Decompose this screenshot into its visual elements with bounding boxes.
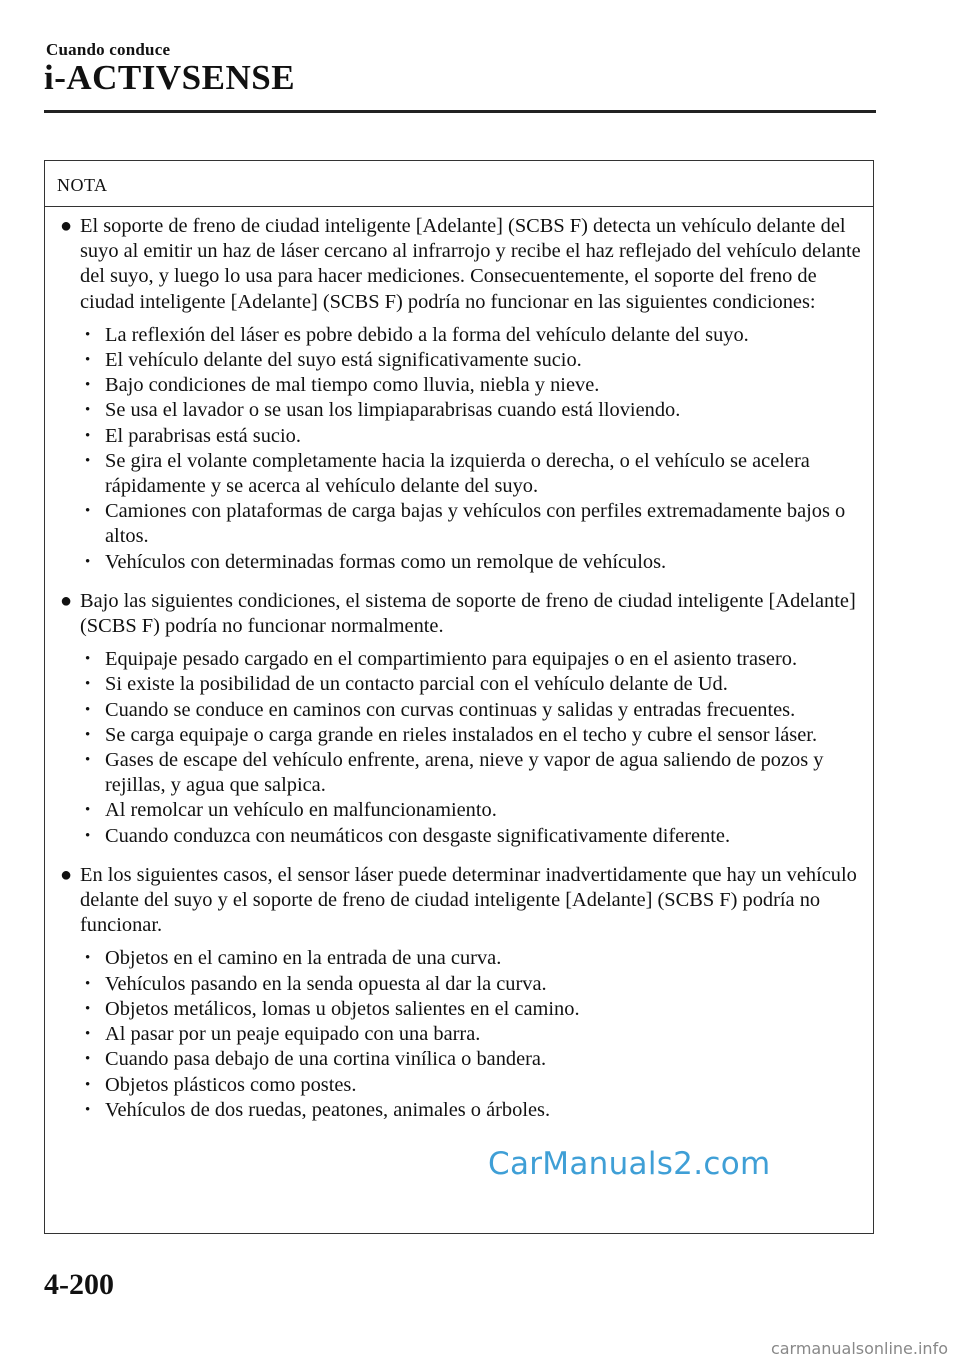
small-bullet-icon: • <box>85 1051 91 1068</box>
list-item-text: Cuando se conduce en caminos con curvas continuas y salidas y entradas frecuentes. <box>105 698 796 721</box>
list-item <box>59 1022 863 1047</box>
list-item <box>59 1047 863 1072</box>
list-item-text: Objetos en el camino en la entrada de una curva. <box>105 947 502 970</box>
list-item <box>59 1098 863 1123</box>
watermark-logo: CarManuals2.com <box>488 1146 771 1182</box>
note-body <box>45 207 873 1123</box>
small-bullet-icon: • <box>85 402 91 419</box>
small-bullet-icon: • <box>85 726 91 743</box>
list-item-text: El vehículo delante del suyo está significativamente sucio. <box>105 349 582 372</box>
list-item <box>59 946 863 971</box>
list-item <box>59 748 863 798</box>
list-item <box>59 424 863 449</box>
small-bullet-icon: • <box>85 827 91 844</box>
site-watermark: carmanualsonline.info <box>770 1339 948 1358</box>
note-bullet <box>59 863 863 939</box>
list-item <box>59 348 863 373</box>
list-item-text: Cuando pasa debajo de una cortina vinílica o bandera. <box>105 1048 547 1071</box>
small-bullet-icon: • <box>85 326 91 343</box>
note-bullet-text: En los siguientes casos, el sensor láser puede determinar inadvertidamente que hay un vehículo delante del suyo y el soporte de freno de ciudad inteligente [Adelante] (SCBS F) podría no funcionar. <box>80 863 857 937</box>
list-item <box>59 647 863 672</box>
bullet-dot-icon: ● <box>60 863 73 886</box>
bullet-dot-icon: ● <box>60 589 73 612</box>
small-bullet-icon: • <box>85 452 91 469</box>
note-bullet-text: El soporte de freno de ciudad inteligente [Adelante] (SCBS F) detecta un vehículo delante del suyo al emitir un haz de láser cercano al infrarrojo y recibe el haz reflejado del vehículo delante del suyo, y luego lo usa para hacer mediciones. Consecuentemente, el soporte del freno de ciudad inteligente [Adelante] (SCBS F) podría no funcionar en las siguientes condiciones: <box>80 215 861 313</box>
small-bullet-icon: • <box>85 701 91 718</box>
list-item <box>59 449 863 499</box>
list-item-text: Objetos metálicos, lomas u objetos salientes en el camino. <box>105 997 580 1020</box>
note-bullet <box>59 589 863 639</box>
list-item-text: Al remolcar un vehículo en malfuncionamiento. <box>105 799 497 822</box>
list-item-text: Se usa el lavador o se usan los limpiaparabrisas cuando está lloviendo. <box>105 399 681 422</box>
section-title: Cuando conduce <box>46 40 171 59</box>
small-bullet-icon: • <box>85 352 91 369</box>
small-bullet-icon: • <box>85 651 91 668</box>
sub-list <box>59 323 863 575</box>
small-bullet-icon: • <box>85 802 91 819</box>
list-item <box>59 323 863 348</box>
list-item-text: Cuando conduzca con neumáticos con desgaste significativamente diferente. <box>105 824 731 847</box>
chapter-title: i-ACTIVSENSE <box>44 58 296 97</box>
list-item-text: El parabrisas está sucio. <box>105 424 301 447</box>
list-item-text: Bajo condiciones de mal tiempo como lluvia, niebla y nieve. <box>105 374 600 397</box>
list-item-text: Vehículos de dos ruedas, peatones, animales o árboles. <box>105 1098 551 1121</box>
list-item <box>59 373 863 398</box>
list-item-text: Camiones con plataformas de carga bajas y vehículos con perfiles extremadamente bajos o altos. <box>105 500 846 548</box>
small-bullet-icon: • <box>85 553 91 570</box>
small-bullet-icon: • <box>85 975 91 992</box>
list-item-text: Vehículos con determinadas formas como un remolque de vehículos. <box>105 550 667 573</box>
list-item-text: Objetos plásticos como postes. <box>105 1073 357 1096</box>
list-item <box>59 798 863 823</box>
header-rule <box>44 110 876 113</box>
list-item <box>59 398 863 423</box>
small-bullet-icon: • <box>85 1000 91 1017</box>
note-title: NOTA <box>45 161 873 207</box>
sub-list <box>59 946 863 1122</box>
list-item <box>59 698 863 723</box>
list-item <box>59 972 863 997</box>
list-item-text: La reflexión del láser es pobre debido a la forma del vehículo delante del suyo. <box>105 323 749 346</box>
list-item-text: Equipaje pesado cargado en el compartimiento para equipajes o en el asiento trasero. <box>105 648 798 671</box>
note-bullet-text: Bajo las siguientes condiciones, el sistema de soporte de freno de ciudad inteligente [Adelante] (SCBS F) podría no funcionar normalmente. <box>80 589 856 638</box>
list-item <box>59 723 863 748</box>
small-bullet-icon: • <box>85 752 91 769</box>
list-item <box>59 499 863 549</box>
list-item-text: Se carga equipaje o carga grande en rieles instalados en el techo y cubre el sensor láser. <box>105 723 818 746</box>
list-item <box>59 672 863 697</box>
small-bullet-icon: • <box>85 1076 91 1093</box>
note-box <box>44 160 874 1234</box>
list-item-text: Gases de escape del vehículo enfrente, arena, nieve y vapor de agua saliendo de pozos y rejillas, y agua que salpica. <box>105 749 824 797</box>
small-bullet-icon: • <box>85 950 91 967</box>
list-item-text: Se gira el volante completamente hacia la izquierda o derecha, o el vehículo se acelera rápidamente y se acerca al vehículo delante del suyo. <box>105 449 810 498</box>
small-bullet-icon: • <box>85 676 91 693</box>
small-bullet-icon: • <box>85 1026 91 1043</box>
sub-list <box>59 647 863 849</box>
list-item <box>59 997 863 1022</box>
list-item-text: Si existe la posibilidad de un contacto parcial con el vehículo delante de Ud. <box>105 673 728 696</box>
list-item <box>59 824 863 849</box>
small-bullet-icon: • <box>85 1101 91 1118</box>
small-bullet-icon: • <box>85 427 91 444</box>
note-bullet <box>59 214 863 315</box>
small-bullet-icon: • <box>85 503 91 520</box>
small-bullet-icon: • <box>85 377 91 394</box>
page-number: 4-200 <box>44 1268 114 1301</box>
bullet-dot-icon: ● <box>60 215 73 237</box>
list-item-text: Vehículos pasando en la senda opuesta al dar la curva. <box>105 972 547 995</box>
list-item <box>59 550 863 575</box>
list-item-text: Al pasar por un peaje equipado con una barra. <box>105 1023 481 1046</box>
list-item <box>59 1073 863 1098</box>
